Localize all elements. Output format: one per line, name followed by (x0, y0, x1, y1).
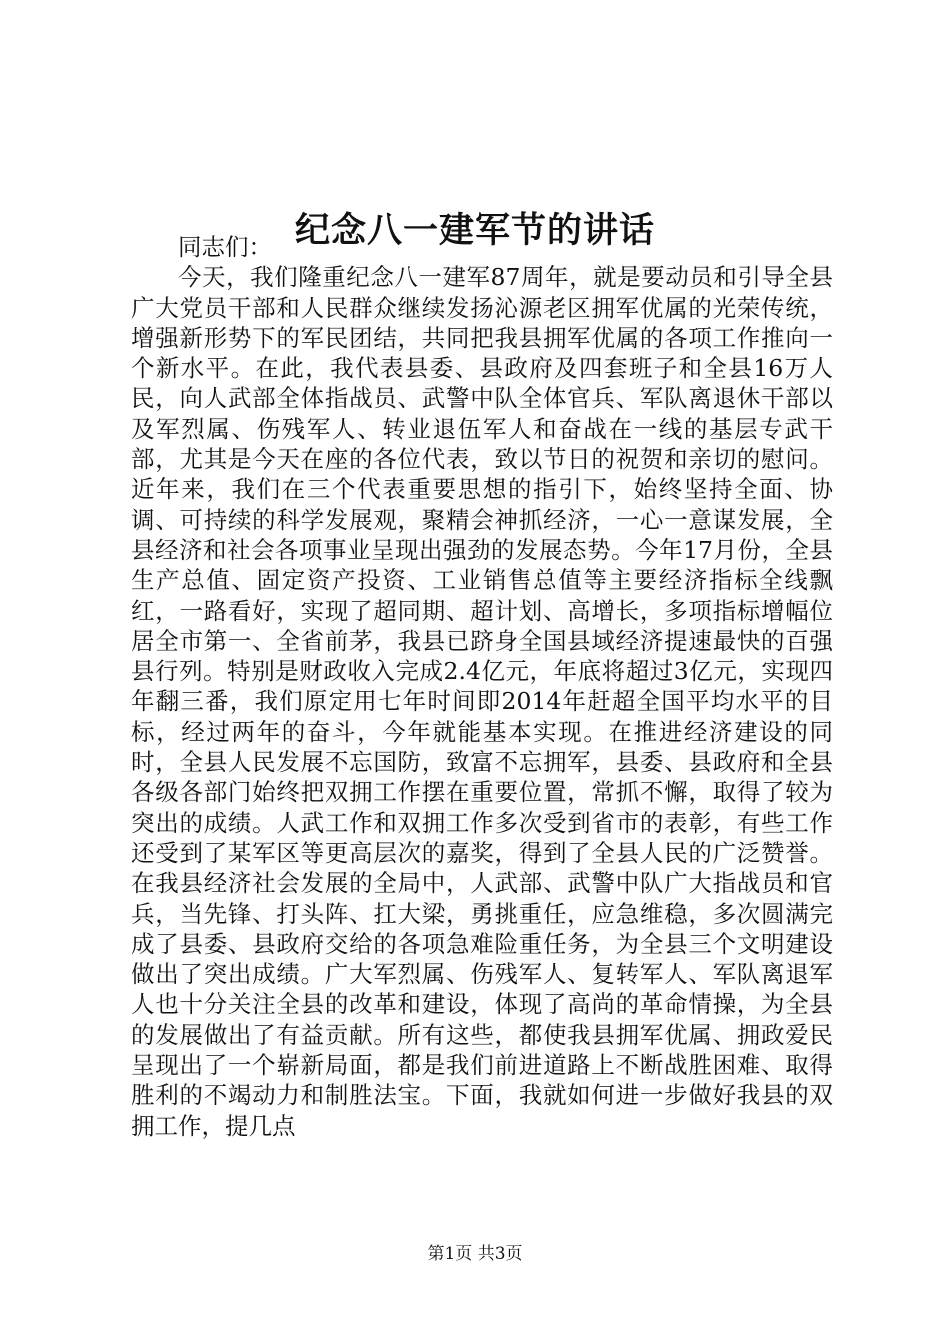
document-title: 纪念八一建军节的讲话 (294, 210, 655, 252)
page-footer: 第1页 共3页 (427, 1244, 523, 1264)
salutation: 同志们： (178, 233, 272, 261)
body-paragraph: 今天，我们隆重纪念八一建军87周年，就是要动员和引导全县广大党员干部和人民群众继续发扬沁源老区拥军优属的光荣传统，增强新形势下的军民团结，共同把我县拥军优属的各项工作推向一个新水平。在此，我代表县委、县政府及四套班子和全县16万人民，向人武部全体指战员、武警中队全体官兵、军队离退休干部以及军烈属、伤残军人、转业退伍军人和奋战在一线的基层专武干部，尤其是今天在座的各位代表，致以节日的祝贺和亲切的慰问。近年来，我们在三个代表重要思想的指引下，始终坚持全面、协调、可持续的科学发展观，聚精会神抓经济，一心一意谋发展，全县经济和社会各项事业呈现出强劲的发展态势。今年17月份，全县生产总值、固定资产投资、工业销售总值等主要经济指标全线飘红，一路看好，实现了超同期、超计划、高增长，多项指标增幅位居全市第一、全省前茅，我县已跻身全国县域经济提速最快的百强县行列。特别是财政收入完成2.4亿元，年底将超过3亿元，实现四年翻三番，我们原定用七年时间即2014年赶超全国平均水平的目标，经过两年的奋斗，今年就能基本实现。在推进经济建设的同时，全县人民发展不忘国防，致富不忘拥军，县委、县政府和全县各级各部门始终把双拥工作摆在重要位置，常抓不懈，取得了较为突出的成绩。人武工作和双拥工作多次受到省市的表彰，有些工作还受到了某军区等更高层次的嘉奖，得到了全县人民的广泛赞誉。在我县经济社会发展的全局中，人武部、武警中队广大指战员和官兵，当先锋、打头阵、扛大梁，勇挑重任，应急维稳，多次圆满完成了县委、县政府交给的各项急难险重任务，为全县三个文明建设做出了突出成绩。广大军烈属、伤残军人、复转军人、军队离退军人也十分关注全县的改革和建设，体现了高尚的革命情操，为全县的发展做出了有益贡献。所有这些，都使我县拥军优属、拥政爱民呈现出了一个崭新局面，都是我们前进道路上不断战胜困难、取得胜利的不竭动力和制胜法宝。下面，我就如何进一步做好我县的双拥工作，提几点 (131, 263, 833, 1140)
document-body (131, 232, 833, 1141)
